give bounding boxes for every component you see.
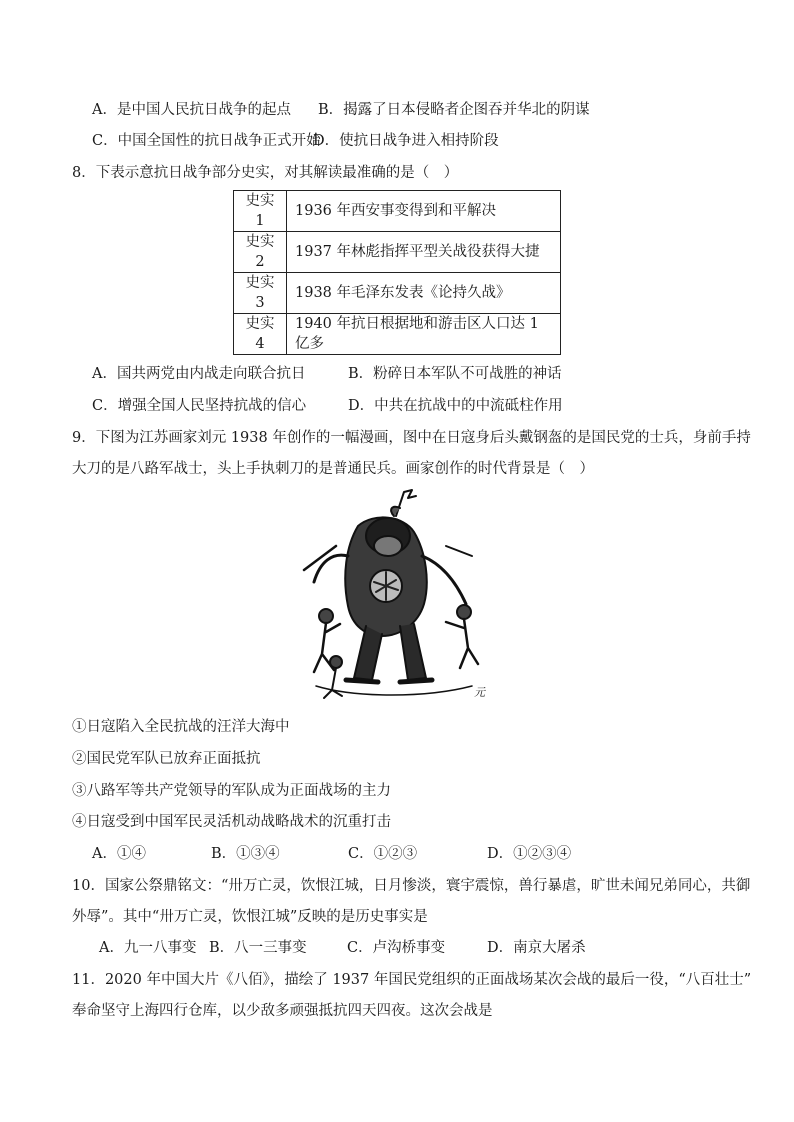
q7-option-a: A．是中国人民抗日战争的起点 — [92, 102, 291, 118]
fact-value: 1936 年西安事变得到和平解决 — [287, 191, 561, 232]
table-row — [234, 273, 561, 314]
q10-option-d: D．南京大屠杀 — [487, 940, 586, 956]
q9-item-4: ④日寇受到中国军民灵活机动战略战术的沉重打击 — [72, 814, 391, 830]
fact-value: 1940 年抗日根据地和游击区人口达 1 亿多 — [287, 314, 561, 355]
table-row — [234, 232, 561, 273]
q9-item-3: ③八路军等共产党领导的军队成为正面战场的主力 — [72, 783, 391, 799]
cartoon-signature: 元 — [474, 686, 485, 699]
q10-stem-line2: 外辱”。其中“卅万亡灵，饮恨江城”反映的是历史事实是 — [72, 909, 428, 925]
q10-option-b: B．八一三事变 — [209, 940, 307, 956]
fact-key: 史实 1 — [234, 191, 287, 232]
fact-key: 史实 3 — [234, 273, 287, 314]
q9-option-d: D．①②③④ — [487, 846, 572, 862]
q9-item-1: ①日寇陷入全民抗战的汪洋大海中 — [72, 719, 290, 735]
cartoon-illustration — [296, 486, 492, 702]
q11-stem-line2: 奉命坚守上海四行仓库，以少敌多顽强抵抗四天四夜。这次会战是 — [72, 1003, 493, 1019]
q9-option-a: A．①④ — [92, 846, 146, 862]
q11-stem-line1: 11．2020 年中国大片《八佰》，描绘了 1937 年国民党组织的正面战场某次会战的最后一役，“八百壮士” — [72, 972, 752, 988]
table-row — [234, 191, 561, 232]
q8-option-c: C．增强全国人民坚持抗战的信心 — [92, 398, 307, 414]
q8-option-a: A．国共两党由内战走向联合抗日 — [92, 366, 306, 382]
q10-option-a: A．九一八事变 — [99, 940, 197, 956]
q7-option-d: D．使抗日战争进入相持阶段 — [313, 133, 499, 149]
q7-option-c: C．中国全国性的抗日战争正式开始 — [92, 133, 321, 149]
q9-stem-line2: 大刀的是八路军战士，头上手执刺刀的是普通民兵。画家创作的时代背景是（ ） — [72, 461, 594, 477]
table-row — [234, 314, 561, 355]
q8-stem: 8．下表示意抗日战争部分史实，对其解读最准确的是（ ） — [72, 165, 459, 181]
q8-option-d: D．中共在抗战中的中流砥柱作用 — [348, 398, 563, 414]
fact-key: 史实 4 — [234, 314, 287, 355]
q9-stem-line1: 9．下图为江苏画家刘元 1938 年创作的一幅漫画，图中在日寇身后头戴钢盔的是国民党的士兵，身前手持 — [72, 430, 751, 446]
q9-item-2: ②国民党军队已放弃正面抵抗 — [72, 751, 261, 767]
q10-stem-line1: 10．国家公祭鼎铭文：“卅万亡灵，饮恨江城，日月惨淡，寰宇震惊，兽行暴虐，旷世未闻兄弟同心，共御 — [72, 878, 751, 894]
fact-value: 1937 年林彪指挥平型关战役获得大捷 — [287, 232, 561, 273]
fact-key: 史实 2 — [234, 232, 287, 273]
q8-option-b: B．粉碎日本军队不可战胜的神话 — [348, 366, 562, 382]
q9-option-c: C．①②③ — [348, 846, 418, 862]
q10-option-c: C．卢沟桥事变 — [347, 940, 446, 956]
q7-option-b: B．揭露了日本侵略者企图吞并华北的阴谋 — [318, 102, 590, 118]
fact-value: 1938 年毛泽东发表《论持久战》 — [287, 273, 561, 314]
q8-facts-table — [233, 190, 561, 355]
q9-option-b: B．①③④ — [211, 846, 280, 862]
